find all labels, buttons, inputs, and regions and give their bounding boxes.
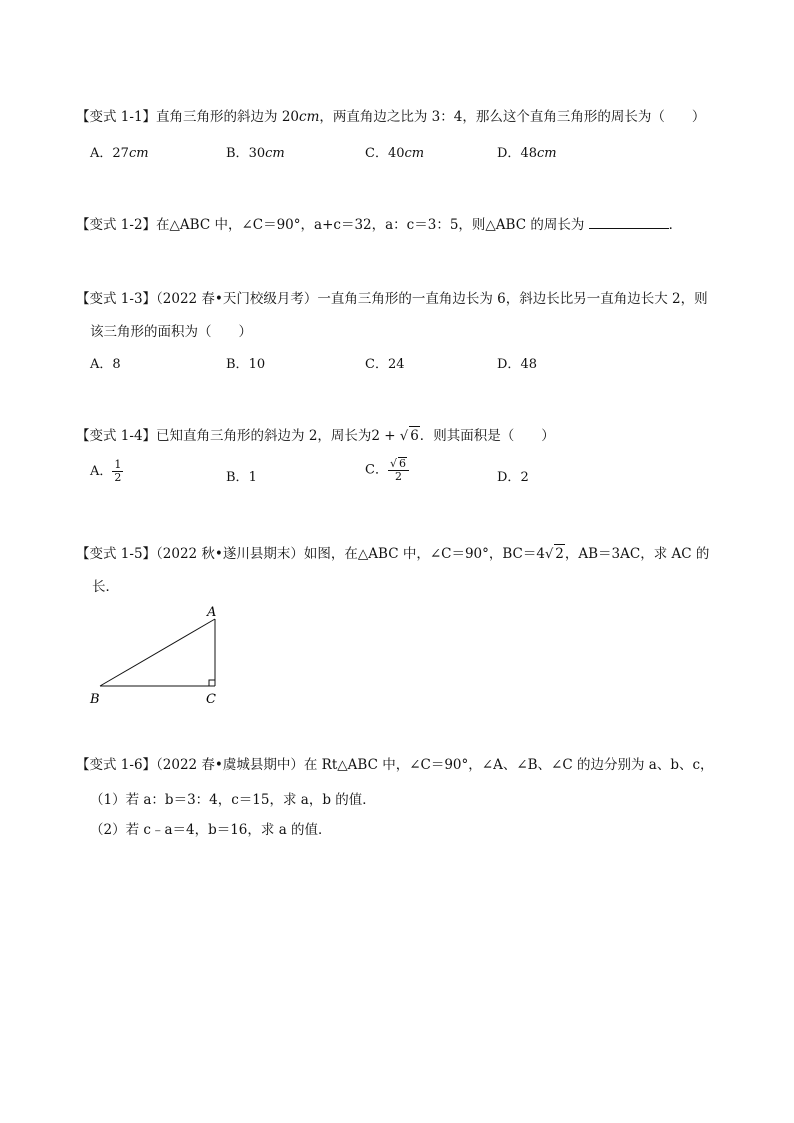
side-ab <box>100 619 215 686</box>
unit: cm <box>299 109 320 125</box>
question-1-6-part2: （2）若 c﹣a＝4，b＝16，求 a 的值． <box>90 822 332 838</box>
question-text: 在△ABC 中，∠C＝90°，a+c＝32，a：c＝3：5，则△ABC 的周长为 <box>156 217 585 233</box>
right-angle-marker <box>209 680 215 686</box>
vertex-label-b: B <box>90 692 100 707</box>
option-d[interactable]: D．48cm <box>497 146 557 161</box>
option-a[interactable]: A．27cm <box>90 146 149 161</box>
option-b[interactable]: B．1 <box>226 470 257 485</box>
option-b[interactable]: B．10 <box>226 357 266 372</box>
question-1-6 <box>76 756 714 774</box>
question-text: ，两直角边之比为 3：4，那么这个直角三角形的周长为（ ） <box>319 109 706 125</box>
fraction: $\frac{√ 6}{2}$ <box>388 457 409 483</box>
question-label: 【变式 1-6】 <box>76 757 157 773</box>
question-text: （2022 秋•遂川县期末）如图，在△ABC 中，∠C＝90°，BC＝ <box>156 546 537 562</box>
question-1-5: 【变式 1-5】（2022 秋•遂川县期末）如图，在△ABC 中，∠C＝90°，BC＝4√ 2，AB＝3AC，求 AC 的 <box>76 546 710 562</box>
question-1-3 <box>76 290 708 308</box>
perimeter-expr: 2 + √ 6 <box>371 428 419 444</box>
vertex-label-a: A <box>207 605 217 620</box>
question-text: （2022 春•虞城县期中）在 Rt△ABC 中，∠C＝90°，∠A、∠B、∠C 的边分别为 a、b、c， <box>156 757 714 773</box>
option-c[interactable]: C． $\frac{√ 6}{2}$ <box>365 457 409 483</box>
question-1-3-line2: 该三角形的面积为（ ） <box>90 324 252 340</box>
option-d[interactable]: D．2 <box>497 470 529 485</box>
question-text: 直角三角形的斜边为 20 <box>156 109 300 125</box>
question-1-5-line2: 长． <box>92 579 119 595</box>
vertex-label-c: C <box>206 692 216 707</box>
option-c[interactable]: C．40cm <box>365 146 425 161</box>
question-label: 【变式 1-3】 <box>76 291 157 307</box>
option-a[interactable]: A． $\frac{1}{2}$ <box>90 458 122 484</box>
bc-value: 4√ 2 <box>536 546 564 562</box>
fraction: $\frac{1}{2}$ <box>114 458 122 484</box>
question-1-4: 【变式 1-4】已知直角三角形的斜边为 2，周长为2 + √ 6．则其面积是（ ） <box>76 428 555 444</box>
option-b[interactable]: B．30cm <box>226 146 285 161</box>
answer-blank[interactable] <box>589 216 669 229</box>
option-c[interactable]: C．24 <box>365 357 405 372</box>
question-1-6-part1: （1）若 a：b＝3：4，c＝15，求 a，b 的值． <box>90 792 376 808</box>
question-label: 【变式 1-1】 <box>76 109 157 125</box>
question-label: 【变式 1-4】 <box>76 428 157 444</box>
question-label: 【变式 1-5】 <box>76 546 157 562</box>
question-text: （2022 春•天门校级月考）一直角三角形的一直角边长为 6，斜边长比另一直角边长大 2，则 <box>156 291 708 307</box>
option-a[interactable]: A．8 <box>90 357 121 372</box>
question-text: 已知直角三角形的斜边为 2，周长为 <box>156 428 372 444</box>
question-1-1 <box>76 108 705 126</box>
option-d[interactable]: D．48 <box>497 357 537 372</box>
question-1-2: 【变式 1-2】在△ABC 中，∠C＝90°，a+c＝32，a：c＝3：5，则△ABC 的周长为 ． <box>76 217 683 233</box>
triangle-figure <box>85 600 235 712</box>
question-label: 【变式 1-2】 <box>76 217 157 233</box>
